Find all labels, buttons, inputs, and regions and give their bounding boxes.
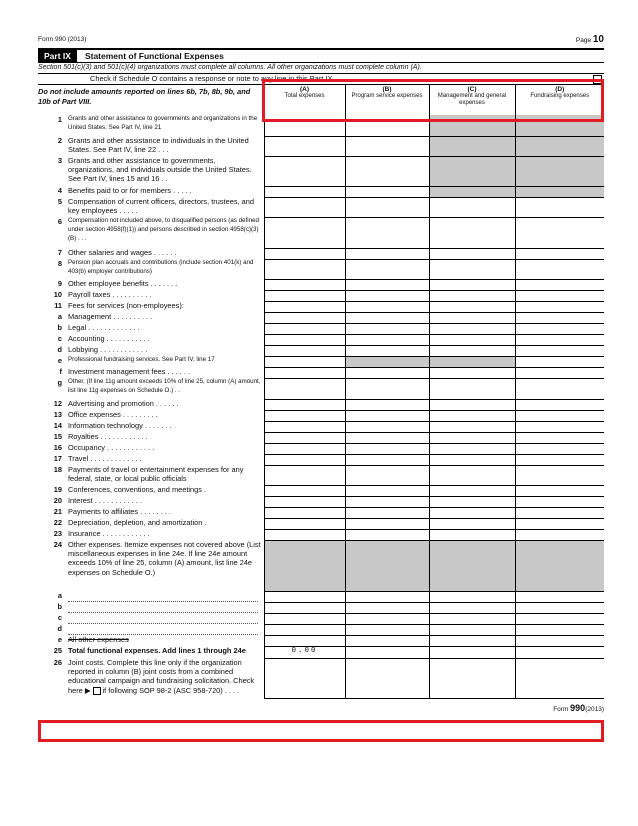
column-a-header: (A) Total expenses <box>264 85 345 116</box>
line-row <box>38 454 604 465</box>
line-description: Management . . . . . . . . . . <box>68 312 153 321</box>
amount-cell-col-a[interactable] <box>264 279 345 290</box>
column-b-header: (B) Program service expenses <box>345 85 429 116</box>
line-row <box>38 485 604 496</box>
line-row <box>38 334 604 345</box>
amount-cell-col-b[interactable] <box>345 454 429 465</box>
amount-cell-col-a[interactable] <box>264 591 345 602</box>
amount-cell-col-b[interactable] <box>345 217 429 248</box>
amount-cell-col-b[interactable] <box>345 136 429 156</box>
amount-cell-col-c[interactable] <box>429 290 515 301</box>
amount-cell-col-d[interactable] <box>515 410 604 421</box>
line-row <box>38 518 604 529</box>
amount-cell-col-c <box>429 136 515 156</box>
line-row <box>38 507 604 518</box>
amount-cell-col-c[interactable] <box>429 279 515 290</box>
joint-costs-checkbox[interactable] <box>93 687 101 695</box>
amount-cell-col-b[interactable] <box>345 613 429 624</box>
amount-cell-col-d[interactable] <box>515 507 604 518</box>
amount-cell-col-d[interactable] <box>515 658 604 698</box>
line-number: 8 <box>57 259 62 268</box>
amount-cell-col-c[interactable] <box>429 367 515 378</box>
amount-cell-col-b[interactable] <box>345 496 429 507</box>
amount-cell-col-a[interactable] <box>264 602 345 613</box>
amount-cell-col-c <box>429 540 515 591</box>
line-description: Legal . . . . . . . . . . . . . <box>68 323 140 332</box>
line-description: Other expenses. Itemize expenses not covered above (List miscellaneous expenses in line 24e. If line 24e amount exceeds 10% of line 25, column (A) amount, list line 24e expenses on Schedule O.) <box>68 540 261 577</box>
amount-cell-col-b <box>345 540 429 591</box>
line-number: c <box>57 613 62 622</box>
line-row <box>38 197 604 217</box>
line-number: 26 <box>53 658 62 667</box>
line-row <box>38 410 604 421</box>
page-header <box>38 34 604 48</box>
amount-cell-col-b[interactable] <box>345 529 429 540</box>
amount-cell-col-a[interactable] <box>264 217 345 248</box>
line-description: Compensation of current officers, directors, trustees, and key employees . . . . . <box>68 197 254 216</box>
amount-cell-col-d[interactable] <box>515 356 604 367</box>
line-number: b <box>57 323 62 332</box>
amount-cell-col-d <box>515 186 604 197</box>
amount-cell-col-d[interactable] <box>515 334 604 345</box>
amount-cell-col-d[interactable] <box>515 421 604 432</box>
line-row <box>38 323 604 334</box>
form-page <box>38 34 604 717</box>
amount-cell-col-a[interactable] <box>264 323 345 334</box>
line-description: Other salaries and wages . . . . . . <box>68 248 177 257</box>
amount-cell-col-b[interactable] <box>345 156 429 186</box>
line-number: 22 <box>53 518 62 527</box>
line-description: Information technology . . . . . . . <box>68 421 172 430</box>
line-row <box>38 646 604 658</box>
amount-cell-col-a[interactable] <box>264 496 345 507</box>
amount-cell-col-b[interactable] <box>345 259 429 279</box>
line-number: 11 <box>54 301 62 310</box>
line-row <box>38 301 604 312</box>
amount-cell-col-b[interactable] <box>345 635 429 646</box>
line-description: Benefits paid to or for members . . . . . <box>68 186 192 195</box>
line-number: a <box>57 591 62 600</box>
line-number: 3 <box>57 156 62 165</box>
intro-note: Do not include amounts reported on lines 6b, 7b, 8b, 9b, and 10b of Part VIII. <box>38 85 264 116</box>
line-row <box>38 465 604 485</box>
line-row <box>38 443 604 454</box>
line-description: Payroll taxes . . . . . . . . . . <box>68 290 152 299</box>
line-number: 2 <box>57 136 62 145</box>
line-row <box>38 156 604 186</box>
amount-cell-col-a[interactable] <box>264 465 345 485</box>
amount-cell-col-c[interactable] <box>429 529 515 540</box>
amount-cell-col-d[interactable] <box>515 529 604 540</box>
line-description: Accounting . . . . . . . . . . . <box>68 334 150 343</box>
line-row <box>38 635 604 646</box>
line-description: Office expenses . . . . . . . . . <box>68 410 158 419</box>
amount-cell-col-d[interactable] <box>515 454 604 465</box>
schedule-o-check-line: Check if Schedule O contains a response or note to any line in this Part IX . . . . . . . . . . . . <box>38 74 604 84</box>
amount-cell-col-b[interactable] <box>345 248 429 259</box>
line-number: 14 <box>53 421 62 430</box>
amount-cell-col-b[interactable] <box>345 290 429 301</box>
amount-cell-col-d[interactable] <box>515 602 604 613</box>
amount-cell-col-d[interactable] <box>515 345 604 356</box>
line-number: e <box>57 635 62 644</box>
amount-cell-col-a[interactable] <box>264 259 345 279</box>
line-number: 12 <box>53 399 62 408</box>
expenses-table <box>38 84 604 699</box>
line-number: a <box>57 312 62 321</box>
line-description: All other expenses <box>68 635 129 644</box>
amount-cell-col-a[interactable] <box>264 345 345 356</box>
line-description: Advertising and promotion . . . . . . <box>68 399 179 408</box>
amount-cell-col-a[interactable] <box>264 301 345 312</box>
amount-cell-col-d[interactable] <box>515 399 604 410</box>
line-number: d <box>57 624 62 633</box>
amount-cell-col-a[interactable] <box>264 454 345 465</box>
amount-cell-col-b[interactable] <box>345 646 429 658</box>
amount-cell-col-d[interactable] <box>515 290 604 301</box>
amount-cell-col-c[interactable] <box>429 334 515 345</box>
amount-cell-col-c[interactable] <box>429 658 515 698</box>
amount-cell-col-c[interactable] <box>429 507 515 518</box>
amount-cell-col-a[interactable] <box>264 635 345 646</box>
line-row <box>38 312 604 323</box>
amount-cell-col-a[interactable] <box>264 443 345 454</box>
amount-cell-col-a[interactable] <box>264 136 345 156</box>
amount-cell-col-c[interactable] <box>429 410 515 421</box>
amount-cell-col-b[interactable] <box>345 624 429 635</box>
line-description <box>68 658 264 698</box>
amount-cell-col-c[interactable] <box>429 345 515 356</box>
amount-cell-col-a[interactable] <box>264 378 345 399</box>
line-description: Grants and other assistance to individuals in the United States. See Part IV, line 22 . . . <box>68 136 249 155</box>
line-description: Royalties . . . . . . . . . . . . <box>68 432 148 441</box>
amount-cell-col-a[interactable] <box>264 399 345 410</box>
amount-cell-col-c[interactable] <box>429 432 515 443</box>
line-row <box>38 602 604 613</box>
amount-cell-col-d <box>515 156 604 186</box>
amount-cell-col-c[interactable] <box>429 624 515 635</box>
amount-cell-col-d[interactable] <box>515 465 604 485</box>
line-description: Compensation not included above, to disqualified persons (as defined under section 4958(f)(1)) and persons described in section 4958(c)(3)(B) . . . <box>68 217 259 242</box>
amount-cell-col-d[interactable] <box>515 624 604 635</box>
amount-cell-col-d[interactable] <box>515 197 604 217</box>
page-number-label: Page 10 <box>575 34 604 45</box>
amount-cell-col-b[interactable] <box>345 658 429 698</box>
amount-cell-col-d[interactable] <box>515 323 604 334</box>
line-row <box>38 658 604 698</box>
amount-cell-col-a[interactable] <box>264 485 345 496</box>
amount-cell-col-b[interactable] <box>345 421 429 432</box>
line-row <box>38 378 604 399</box>
line-number: e <box>57 356 62 365</box>
amount-cell-col-d <box>515 136 604 156</box>
line-row <box>38 496 604 507</box>
amount-cell-col-c[interactable] <box>429 217 515 248</box>
amount-cell-col-d[interactable] <box>515 646 604 658</box>
amount-cell-col-c[interactable] <box>429 197 515 217</box>
amount-cell-col-d[interactable] <box>515 518 604 529</box>
amount-cell-col-c[interactable] <box>429 454 515 465</box>
line-number: 21 <box>53 507 62 516</box>
joint-costs-text-after: if following SOP 98-2 (ASC 958-720) . . . . <box>102 685 240 695</box>
line-row <box>38 529 604 540</box>
line-description[interactable] <box>68 613 264 624</box>
amount-cell-col-c <box>429 356 515 367</box>
amount-cell-col-d[interactable] <box>515 432 604 443</box>
line-number: 16 <box>53 443 62 452</box>
write-in-line[interactable] <box>68 592 258 602</box>
page-footer: Form 990(2013) <box>553 702 604 713</box>
line-row <box>38 345 604 356</box>
write-in-line[interactable] <box>68 625 258 635</box>
amount-cell-col-a[interactable] <box>264 529 345 540</box>
amount-cell-col-d[interactable] <box>515 613 604 624</box>
line-number: c <box>57 334 62 343</box>
amount-cell-col-c <box>429 156 515 186</box>
amount-cell-col-a[interactable] <box>264 356 345 367</box>
amount-cell-col-b[interactable] <box>345 334 429 345</box>
line-description: Total functional expenses. Add lines 1 through 24e <box>68 646 246 655</box>
amount-cell-col-c[interactable] <box>429 602 515 613</box>
amount-cell-col-b[interactable] <box>345 378 429 399</box>
line-row <box>38 356 604 367</box>
column-header-highlight <box>262 79 604 122</box>
line-number: 17 <box>53 454 62 463</box>
amount-cell-col-d[interactable] <box>515 367 604 378</box>
line-row <box>38 613 604 624</box>
amount-cell-col-b[interactable] <box>345 485 429 496</box>
amount-cell-col-a[interactable] <box>264 197 345 217</box>
line-row <box>38 399 604 410</box>
amount-cell-col-c[interactable] <box>429 485 515 496</box>
amount-cell-col-d[interactable] <box>515 496 604 507</box>
amount-cell-col-b[interactable] <box>345 518 429 529</box>
write-in-line[interactable] <box>68 603 258 613</box>
amount-cell-col-a[interactable] <box>264 432 345 443</box>
amount-cell-col-c <box>429 186 515 197</box>
total-expenses-amount[interactable]: 0.00 <box>264 646 345 658</box>
amount-cell-col-d[interactable] <box>515 217 604 248</box>
line-number: f <box>59 367 62 376</box>
amount-cell-col-b[interactable] <box>345 197 429 217</box>
amount-cell-col-a[interactable] <box>264 658 345 698</box>
line-number: b <box>57 602 62 611</box>
total-row-highlight <box>38 720 604 742</box>
amount-cell-col-b <box>345 356 429 367</box>
amount-cell-col-b[interactable] <box>345 399 429 410</box>
line-description: Interest . . . . . . . . . . . . <box>68 496 142 505</box>
line-number: 6 <box>57 217 62 226</box>
amount-cell-col-c[interactable] <box>429 323 515 334</box>
amount-cell-col-a[interactable] <box>264 367 345 378</box>
line-description: Insurance . . . . . . . . . . . . <box>68 529 150 538</box>
joint-costs-text: Joint costs. Complete this line only if the organization reported in column (B) joint costs from a combined educational campaign and fundraising solicitation. Check here ▶ <box>68 658 255 695</box>
amount-cell-col-d[interactable] <box>515 248 604 259</box>
amount-cell-col-b[interactable] <box>345 345 429 356</box>
line-description: Payments of travel or entertainment expenses for any federal, state, or local public officials <box>68 465 244 484</box>
line-number: 4 <box>57 186 62 195</box>
amount-cell-col-b[interactable] <box>345 465 429 485</box>
line-row <box>38 279 604 290</box>
line-row <box>38 591 604 602</box>
line-row <box>38 217 604 248</box>
amount-cell-col-c[interactable] <box>429 518 515 529</box>
write-in-line[interactable] <box>68 614 258 624</box>
line-number: d <box>57 345 62 354</box>
amount-cell-col-b[interactable] <box>345 186 429 197</box>
amount-cell-col-b[interactable] <box>345 312 429 323</box>
amount-cell-col-d[interactable] <box>515 279 604 290</box>
part-title: Statement of Functional Expenses <box>84 51 224 61</box>
part-header <box>38 50 604 63</box>
amount-cell-col-c[interactable] <box>429 465 515 485</box>
amount-cell-col-b[interactable] <box>345 443 429 454</box>
amount-cell-col-c[interactable] <box>429 591 515 602</box>
line-number: 20 <box>53 496 62 505</box>
amount-cell-col-b[interactable] <box>345 602 429 613</box>
line-description: Professional fundraising services. See Part IV, line 17 <box>68 356 215 363</box>
line-description: Other employee benefits . . . . . . . <box>68 279 178 288</box>
form-label: Form 990 (2013) <box>38 36 87 43</box>
amount-cell-col-c[interactable] <box>429 613 515 624</box>
part-subtitle: Section 501(c)(3) and 501(c)(4) organizations must complete all columns. All other organizations must complete column (A). <box>38 63 604 74</box>
line-description[interactable] <box>68 591 264 602</box>
amount-cell-col-c[interactable] <box>429 635 515 646</box>
amount-cell-col-d[interactable] <box>515 378 604 399</box>
line-row <box>38 136 604 156</box>
amount-cell-col-b[interactable] <box>345 323 429 334</box>
line-description: Grants and other assistance to governments and organizations in the United States. See Part IV, line 21 <box>68 115 258 131</box>
line-row <box>38 259 604 279</box>
amount-cell-col-d[interactable] <box>515 443 604 454</box>
amount-cell-col-d[interactable] <box>515 312 604 323</box>
line-description: Grants and other assistance to governments, organizations, and individuals outside the United States. See Part IV, lines 15 and 16 . . <box>68 156 252 184</box>
line-row <box>38 624 604 635</box>
amount-cell-col-d[interactable] <box>515 635 604 646</box>
amount-cell-col-b[interactable] <box>345 301 429 312</box>
amount-cell-col-a[interactable] <box>264 421 345 432</box>
amount-cell-col-a[interactable] <box>264 156 345 186</box>
line-description: Occupancy . . . . . . . . . . . . <box>68 443 155 452</box>
amount-cell-col-b[interactable] <box>345 279 429 290</box>
line-number: g <box>57 378 62 387</box>
amount-cell-col-a[interactable] <box>264 410 345 421</box>
line-row <box>38 290 604 301</box>
amount-cell-col-a[interactable] <box>264 186 345 197</box>
amount-cell-col-a[interactable] <box>264 312 345 323</box>
line-row <box>38 367 604 378</box>
line-number: 13 <box>53 410 62 419</box>
line-number: 24 <box>53 540 62 549</box>
amount-cell-col-b[interactable] <box>345 432 429 443</box>
line-row <box>38 248 604 259</box>
amount-cell-col-b[interactable] <box>345 507 429 518</box>
line-number: 23 <box>53 529 62 538</box>
amount-cell-col-c[interactable] <box>429 443 515 454</box>
amount-cell-col-a[interactable] <box>264 248 345 259</box>
amount-cell-col-c[interactable] <box>429 259 515 279</box>
line-number: 15 <box>53 432 62 441</box>
line-row <box>38 540 604 591</box>
line-description: Conferences, conventions, and meetings . <box>68 485 207 494</box>
line-description[interactable] <box>68 624 264 635</box>
amount-cell-col-c[interactable] <box>429 248 515 259</box>
line-number: 19 <box>53 485 62 494</box>
line-number: 5 <box>57 197 62 206</box>
amount-cell-col-c[interactable] <box>429 421 515 432</box>
amount-cell-col-c[interactable] <box>429 496 515 507</box>
amount-cell-col-c[interactable] <box>429 399 515 410</box>
line-description: Investment management fees . . . . . . <box>68 367 191 376</box>
amount-cell-col-a[interactable] <box>264 334 345 345</box>
line-description: Payments to affiliates . . . . . . . . <box>68 507 171 516</box>
amount-cell-col-b[interactable] <box>345 410 429 421</box>
line-number: 18 <box>53 465 62 474</box>
part-label: Part IX <box>38 50 77 62</box>
amount-cell-col-b[interactable] <box>345 367 429 378</box>
line-description: Other. (If line 11g amount exceeds 10% of line 25, column (A) amount, list line 11g expenses on Schedule O.) . . <box>68 378 261 394</box>
amount-cell-col-d <box>515 540 604 591</box>
amount-cell-col-a[interactable] <box>264 624 345 635</box>
amount-cell-col-a[interactable] <box>264 613 345 624</box>
amount-cell-col-d[interactable] <box>515 485 604 496</box>
amount-cell-col-c[interactable] <box>429 378 515 399</box>
line-number: 10 <box>53 290 62 299</box>
amount-cell-col-a[interactable] <box>264 518 345 529</box>
line-number: 7 <box>57 248 62 257</box>
line-number: 25 <box>53 646 62 655</box>
amount-cell-col-a[interactable] <box>264 290 345 301</box>
amount-cell-col-c[interactable] <box>429 312 515 323</box>
line-description: Travel . . . . . . . . . . . . . <box>68 454 142 463</box>
amount-cell-col-d[interactable] <box>515 591 604 602</box>
line-row <box>38 432 604 443</box>
amount-cell-col-b[interactable] <box>345 591 429 602</box>
line-description: Pension plan accruals and contributions (include section 401(k) and 403(b) employer contributions) <box>68 259 254 275</box>
line-row <box>38 186 604 197</box>
column-c-header: (C) Management and general expenses <box>429 85 515 116</box>
amount-cell-col-a[interactable] <box>264 507 345 518</box>
line-row <box>38 421 604 432</box>
amount-cell-col-d[interactable] <box>515 301 604 312</box>
column-d-header: (D) Fundraising expenses <box>515 85 604 116</box>
amount-cell-col-c[interactable] <box>429 646 515 658</box>
line-number: 1 <box>57 115 62 124</box>
amount-cell-col-c[interactable] <box>429 301 515 312</box>
line-description: Lobbying . . . . . . . . . . . . <box>68 345 148 354</box>
line-number: 9 <box>57 279 62 288</box>
amount-cell-col-a <box>264 540 345 591</box>
line-description[interactable] <box>68 602 264 613</box>
line-description: Depreciation, depletion, and amortization . <box>68 518 207 527</box>
line-description: Fees for services (non-employees): <box>68 301 184 310</box>
amount-cell-col-d[interactable] <box>515 259 604 279</box>
